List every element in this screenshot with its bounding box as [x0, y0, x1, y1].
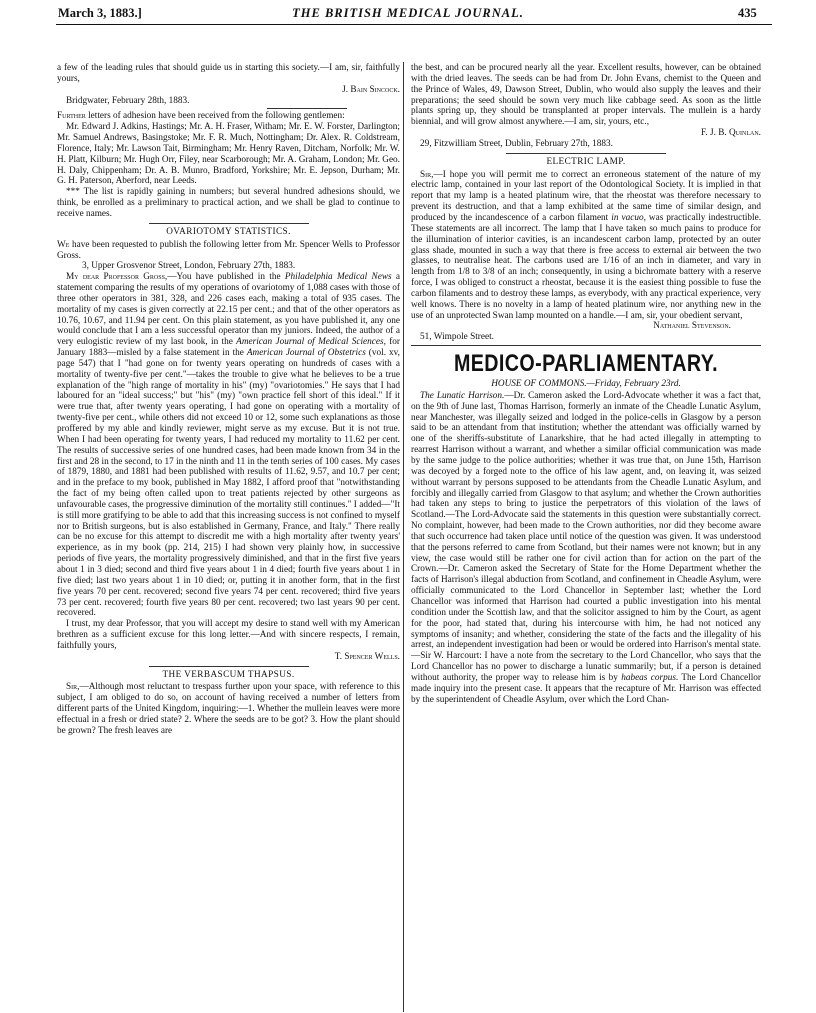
journal-ref-philadelphia: Philadelphia Medical News	[284, 272, 392, 283]
journal-ref-obstetrics: American Journal of Obstetrics	[246, 348, 366, 359]
wells-text-2: a statement comparing the results of my operations of ovariotomy of 1,088 cases with those of three other operators in 381, 328, and 226 cases each, making a total of 935 cases. The mortality of my cases is given correctly at 22.15 per cent.; and that of the other operators as 10.76, 10.67, and 11.94 per cent. On this plain statement, as you have published it, any one would conclude that I am a less successful operator than my juniors. Indeed, the author of a very eulogistic review of my last book, in the	[57, 272, 400, 348]
stevenson-place: 51, Wimpole Street.	[420, 332, 494, 343]
verbascum-salutation: Sir,	[66, 682, 80, 693]
wells-closing: I trust, my dear Professor, that you will accept my desire to stand well with my American brethren as a sufficient excuse for this long letter.—And with sincere respects, I remain, faithfully yours,	[57, 619, 400, 651]
harrison-report	[411, 391, 761, 705]
wells-salutation: My dear Professor Gross,	[66, 272, 168, 283]
electric-text-1: —I hope you will permit me to correct an erroneous statement of the nature of my electric lamp, contained in your last report of the Odontological Society. It is implied in that report that my lamp is a heated platinum wire, that the rheostat was therefore necessary to prevent its destruction, and that a lamp exhibited at the same time of similar design, and produced by the incandescence of a carbon filament	[411, 169, 761, 223]
right-column	[411, 63, 761, 705]
wells-text-3: , for January 1883—misled by a false statement in the	[57, 337, 400, 359]
sincock-place: Bridgwater, February 28th, 1883.	[66, 95, 190, 106]
wells-text-1: —You have published in the	[167, 272, 285, 283]
electric-text-2: , was practically indestructible. These statements are all incorrect. The lamp that I have taken so much pains to produce for the illumination of interior cavities, is an incandescent carbon lamp, protected by an outer glass shade, mounted in such a way that there is free access to external air between the two glasses, to neutralise heat. The carbons used are 1/16 of an inch in diameter, and vary in length from 1/8 to 3/8 of an inch; consequently, in using a bichromate battery with a reserve force, I was obliged to construct a rheostat, because it is the easiest thing possible to fuse the carbon filaments and to destroy these lamps, as everybody, with any practical experience, very well knows. There is no novelty in a lamp of heated platinum wire, nor anything new in the use of an unprotected Swan lamp mounted on a handle.—I am, sir, your obedient servant,	[411, 212, 762, 321]
wells-address: 3, Upper Grosvenor Street, London, February 27th, 1883.	[82, 261, 296, 272]
electric-lamp-heading: ELECTRIC LAMP.	[546, 156, 626, 167]
page-number: 435	[738, 6, 757, 20]
verbascum-letter	[57, 682, 400, 736]
quinlan-signature: F. J. B. Quinlan.	[700, 128, 761, 139]
adhesion-lead: Further	[57, 111, 86, 122]
wells-text-4: (vol. xv, page 547) that I "had gone on for twenty years operating on hundreds of cases with a mortality of twenty-five per cent."—takes the trouble to give what he believes to be a true explanation of the "high range of mortality in his" (my) "ovariotomies." He says that I had laboured for an "ideal success;" but "his" (my) "own practice fell short of this ideal." If it were true that, after twenty years operating, I had gone on operating with a mortality of twenty-five per cent., while others did not exceed 10 or 12, some such explanations as those proffered by my able and kindly reviewer, might serve as my excuse. But it is not true. When I had been operating for twenty years, I had reduced my mortality to 11.62 per cent. The results of successive series of one hundred cases, had been made known from 34 in the first and 28 in the second, to 17 in the ninth and 11 in the tenth series of 100 cases. My cases of 1879, 1880, and 1881 had been published with results of 11.62, 9.57, and 10.7 per cent; and in the preface to my book, published in May 1882, I afford proof that "notwithstanding the fact of my being often called upon to treat patients rejected by other surgeons as unfavourable cases, the progressive diminution of the mortality still continues." I added—"It is still more gratifying to be able to add that this increasing success is not confined to myself nor to British surgeons, but is also established in Germany, France, and Italy." There really can be no excuse for this attempt to discredit me with a high mortality after twenty years' experience, as in my book (pp. 214, 215) I had shown very plainly how, in successive periods of five years, the mortality progressively diminished, and that in the first five years about 1 in 3 died; second and third five years about 1 in 4 died; fourth five years about 1 in five died; last two years about 1 in 10 died; or, putting it in another form, that in the first five years 70 per cent. recovered; second five years 74 per cent. recovered; third five years 73 per cent. recovered; fourth five years 80 per cent. recovered; two last years 90 per cent. recovered.	[57, 348, 400, 619]
electric-salutation: Sir,	[420, 169, 434, 180]
divider	[149, 223, 309, 224]
medico-parliamentary-heading: MEDICO-PARLIAMENTARY.	[453, 350, 719, 378]
ovariotomy-intro	[57, 240, 400, 262]
harrison-text-2: . The Lord Chancellor made inquiry into the present case. It appears that the recapture of Mr. Harrison was effected by the superintendent of Cheadle Asylum, over which the Lord Chan-	[411, 672, 761, 705]
header-rule	[56, 24, 772, 25]
adhesion-note: *** The list is rapidly gaining in numbers; but several hundred adhesions should, we think, be enrolled as a preliminary to practical action, and we shall be glad to continue to receive names.	[57, 187, 400, 219]
journal-ref-amj: American Journal of Medical Sciences	[236, 337, 384, 348]
divider	[506, 153, 666, 154]
wells-letter-body	[57, 272, 400, 619]
divider	[267, 108, 347, 109]
ovariotomy-intro-text: have been requested to publish the following letter from Mr. Spencer Wells to Professor Gross.	[57, 239, 400, 261]
column-divider	[403, 62, 404, 1012]
section-rule	[411, 345, 761, 346]
harrison-text-1: —Dr. Cameron asked the Lord-Advocate whether it was a fact that, on the 9th of June last, Thomas Harrison, formerly an inmate of the Cheadle Lunatic Asylum, near Manchester, was illegally seized and lodged in the police-cells in Glasgow by a person said to be an attendant from that institution; whether the attendant was officially warned by one of the sheriffs-substitute of Lanarkshire, that he had acted illegally in attempting to rearrest Harrison without a warrant, and whether a similar official communication was made by the same judge to the police authorities; whether it was true that, on June 15th, Harrison was decoyed by a forged note to the office of his law agent, and, on leaving it, was seized without warrant by persons supposed to be attendants from the Cheadle Lunatic Asylum, and forcibly and illegally carried from Glasgow to that asylum; and whether the Crown authorities had taken any steps to bring to justice the perpetrators of this violation of the laws of Scotland.—The Lord-Advocate said the statements in this question were substantially correct. No complaint, however, had been made to the Crown authorities, nor did they become aware that such occurrence had taken place until notice of the question was given. It was understood that the persons referred to came from Scotland, but their names were not known; but in any view, the case would still be rather one for civil action than for action on the part of the Crown.—Dr. Cameron asked the Secretary of State for the Home Department whether the facts of Harrison's illegal abduction from Scotland, and confinement in Cheadle Asylum, were officially communicated to the Lord Chancellor in September last; whether the Lord Chancellor was informed that Harrison had courted a public investigation into his mental condition under the Scottish law, and that the solicitor assigned to him by the Court, as agent for the poor, had stated that, during his intercourse with him, he had not noticed any symptoms of insanity; and whether, considering the state of the facts and the illegality of his arrest, an independent investigation had been or would be ordered into Harrison's mental state.—Sir W. Harcourt: I have a note from the secretary to the Lord Chancellor, who says that the Lord Chancellor has no power to discharge a lunatic summarily; but, if a person is detained without authority, the proper way to release him is by	[411, 390, 761, 683]
verbascum-text: —Although most reluctant to trespass further upon your space, with reference to this subject, I am obliged to do so, on account of having received a number of letters from different parts of the United Kingdom, inquiring:—1. Whether the mullein leaves were more effectual in a fresh or dried state? 2. Where the seeds are to be got? 3. How the plant should be grown? The fresh leaves are	[57, 682, 400, 736]
adhesion-names: Mr. Edward J. Adkins, Hastings; Mr. A. H. Fraser, Witham; Mr. E. W. Forster, Darlington; Mr. Samuel Andrews, Basingstoke; Mr. F. R. Much, Nottingham; Dr. Alex. R. Coldstream, Florence, Italy; Mr. Lawson Tait, Birmingham; Mr. Henry Raven, Ditcham, Norfolk; Mr. W. H. Platt, Kilburn; Mr. Hugh Orr, Filey, near Scarborough; Mr. A. Graham, London; Mr. Geo. H. Daly, Chippenham; Dr. A. B. Munro, Bradford, Yorkshire; Mr. E. Jepson, Durham; Mr. G. H. Paterson, Aberford, near Leeds.	[57, 122, 400, 187]
ovariotomy-heading: OVARIOTOMY STATISTICS.	[166, 226, 291, 237]
electric-lamp-letter	[411, 170, 761, 322]
adhesion-intro	[57, 111, 400, 122]
verbascum-continued: the best, and can be procured nearly all the year. Excellent results, however, can be obtained with the dried leaves. The seeds can be had from Dr. John Evans, chemist to the Queen and the Prince of Wales, 49, Dawson Street, Dublin, who would also supply the leaves and their preparations; the seed should be sown very much like cabbage seed. As soon as the little plants spring up, they should be transplanted at proper intervals. The mullein is a hardy biennial, and will grow almost anywhere.—I am, sir, yours, etc.,	[411, 63, 761, 128]
habeas-corpus: habeas corpus	[621, 672, 676, 683]
sincock-signature: J. Bain Sincock.	[342, 84, 400, 95]
verbascum-heading: THE VERBASCUM THAPSUS.	[162, 669, 295, 680]
header-title: THE BRITISH MEDICAL JOURNAL.	[292, 6, 524, 20]
header-date: March 3, 1883.]	[58, 6, 142, 20]
divider	[149, 666, 309, 667]
house-of-commons-subheading: HOUSE OF COMMONS.—Friday, February 23rd.	[491, 379, 681, 390]
stevenson-signature: Nathaniel Stevenson.	[653, 321, 731, 332]
in-vacuo: in vacuo	[611, 212, 644, 223]
sincock-letter-end: a few of the leading rules that should guide us in starting this society.—I am, sir, faithfully yours,	[57, 63, 400, 84]
wells-signature: T. Spencer Wells.	[334, 651, 400, 662]
ovariotomy-lead: We	[57, 239, 70, 250]
adhesion-intro-text: letters of adhesion have been received from the following gentlemen:	[85, 111, 345, 122]
left-column	[57, 63, 400, 737]
case-title: The Lunatic Harrison.	[420, 390, 505, 401]
quinlan-place: 29, Fitzwilliam Street, Dublin, February 27th, 1883.	[420, 138, 613, 149]
